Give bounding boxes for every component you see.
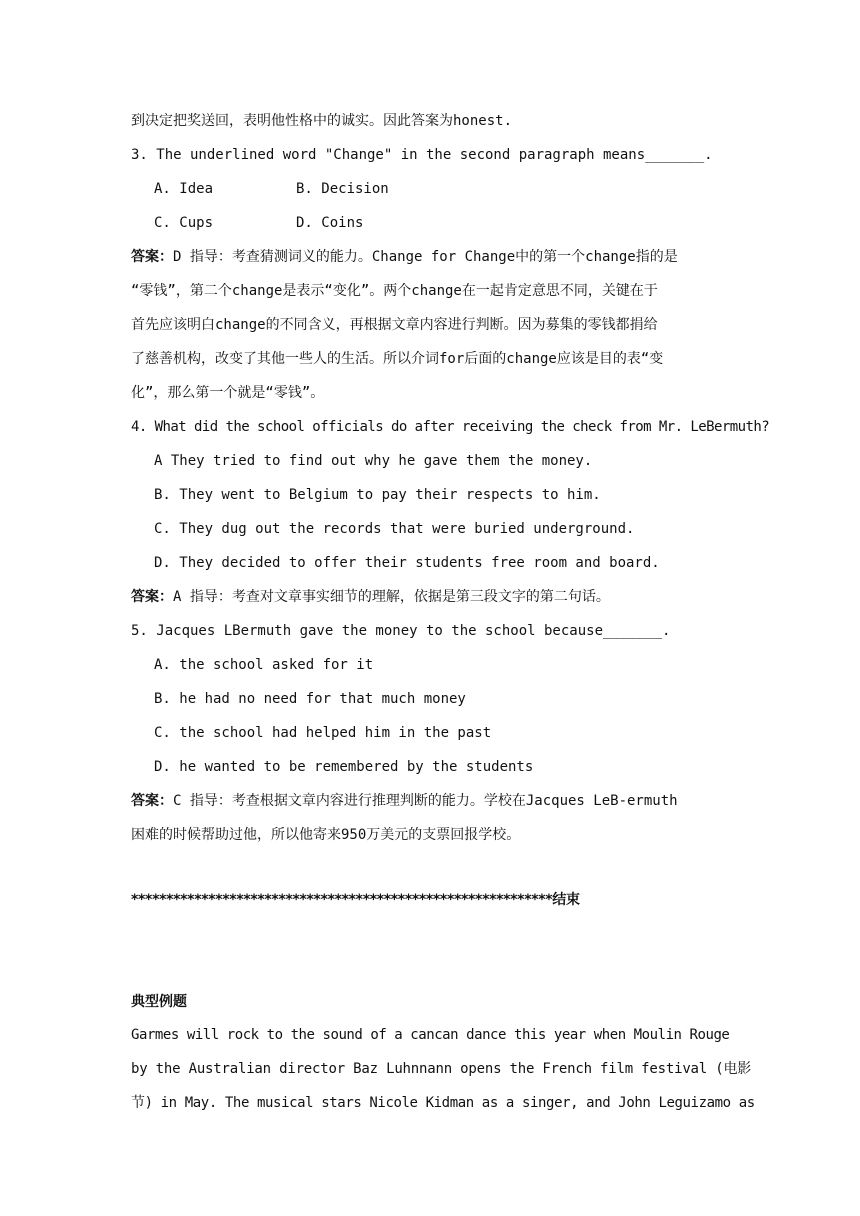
option-5d: D. he wanted to be remembered by the students — [154, 759, 534, 775]
answer-label: 答案： — [131, 589, 173, 605]
answer-5-text: C 指导：考查根据文章内容进行推理判断的能力。学校在Jacques LeB-ermuth — [173, 793, 678, 809]
option-4a: A They tried to find out why he gave them the money. — [154, 453, 593, 469]
answer-3-line4: 了慈善机构，改变了其他一些人的生活。所以介词for后面的change应该是目的表“变 — [131, 351, 664, 367]
paragraph-line-3: 节) in May. The musical stars Nicole Kidman as a singer, and John Leguizamo as — [131, 1095, 755, 1111]
answer2-continuation: 到决定把奖送回，表明他性格中的诚实。因此答案为honest. — [131, 113, 512, 129]
question-3-options-row2 — [154, 213, 364, 233]
option-3a: A. Idea — [154, 181, 214, 197]
answer-3-line3: 首先应该明白change的不同含义，再根据文章内容进行判断。因为募集的零钱都捐给 — [131, 317, 658, 333]
option-5b: B. he had no need for that much money — [154, 691, 466, 707]
option-3c: C. Cups — [154, 215, 214, 231]
answer-5 — [131, 791, 678, 811]
paragraph-line-2: by the Australian director Baz Luhnnann opens the French film festival (电影 — [131, 1061, 752, 1077]
question-5: 5. Jacques LBermuth gave the money to the school because_______. — [131, 623, 671, 639]
paragraph-line-1: Garmes will rock to the sound of a cancan dance this year when Moulin Rouge — [131, 1027, 730, 1043]
option-3b: B. Decision — [296, 181, 389, 197]
option-5c: C. the school had helped him in the past — [154, 725, 492, 741]
option-3d: D. Coins — [296, 215, 364, 231]
option-4b: B. They went to Belgium to pay their respects to him. — [154, 487, 601, 503]
question-4: 4. What did the school officials do after receiving the check from Mr. LeBermuth? — [131, 419, 770, 435]
answer-4-text: A 指导：考查对文章事实细节的理解，依据是第三段文字的第二句话。 — [173, 589, 610, 605]
question-3-options-row1 — [154, 179, 389, 199]
option-5a: A. the school asked for it — [154, 657, 374, 673]
answer-4 — [131, 587, 610, 607]
answer-label: 答案： — [131, 793, 173, 809]
answer-label: 答案： — [131, 249, 173, 265]
option-4c: C. They dug out the records that were buried underground. — [154, 521, 635, 537]
section-separator: ************************************************************结束 — [131, 892, 580, 908]
answer-3-line2: “零钱”，第二个change是表示“变化”。两个change在一起肯定意思不同，关键在于 — [131, 283, 658, 299]
answer-3-text: D 指导：考查猜测词义的能力。Change for Change中的第一个change指的是 — [173, 249, 678, 265]
answer-5-line2: 困难的时候帮助过他，所以他寄来950万美元的支票回报学校。 — [131, 827, 521, 843]
answer-3 — [131, 247, 678, 267]
section-heading: 典型例题 — [131, 994, 187, 1010]
question-3: 3. The underlined word "Change" in the second paragraph means_______. — [131, 147, 713, 163]
option-4d: D. They decided to offer their students free room and board. — [154, 555, 660, 571]
answer-3-line5: 化”，那么第一个就是“零钱”。 — [131, 385, 325, 401]
